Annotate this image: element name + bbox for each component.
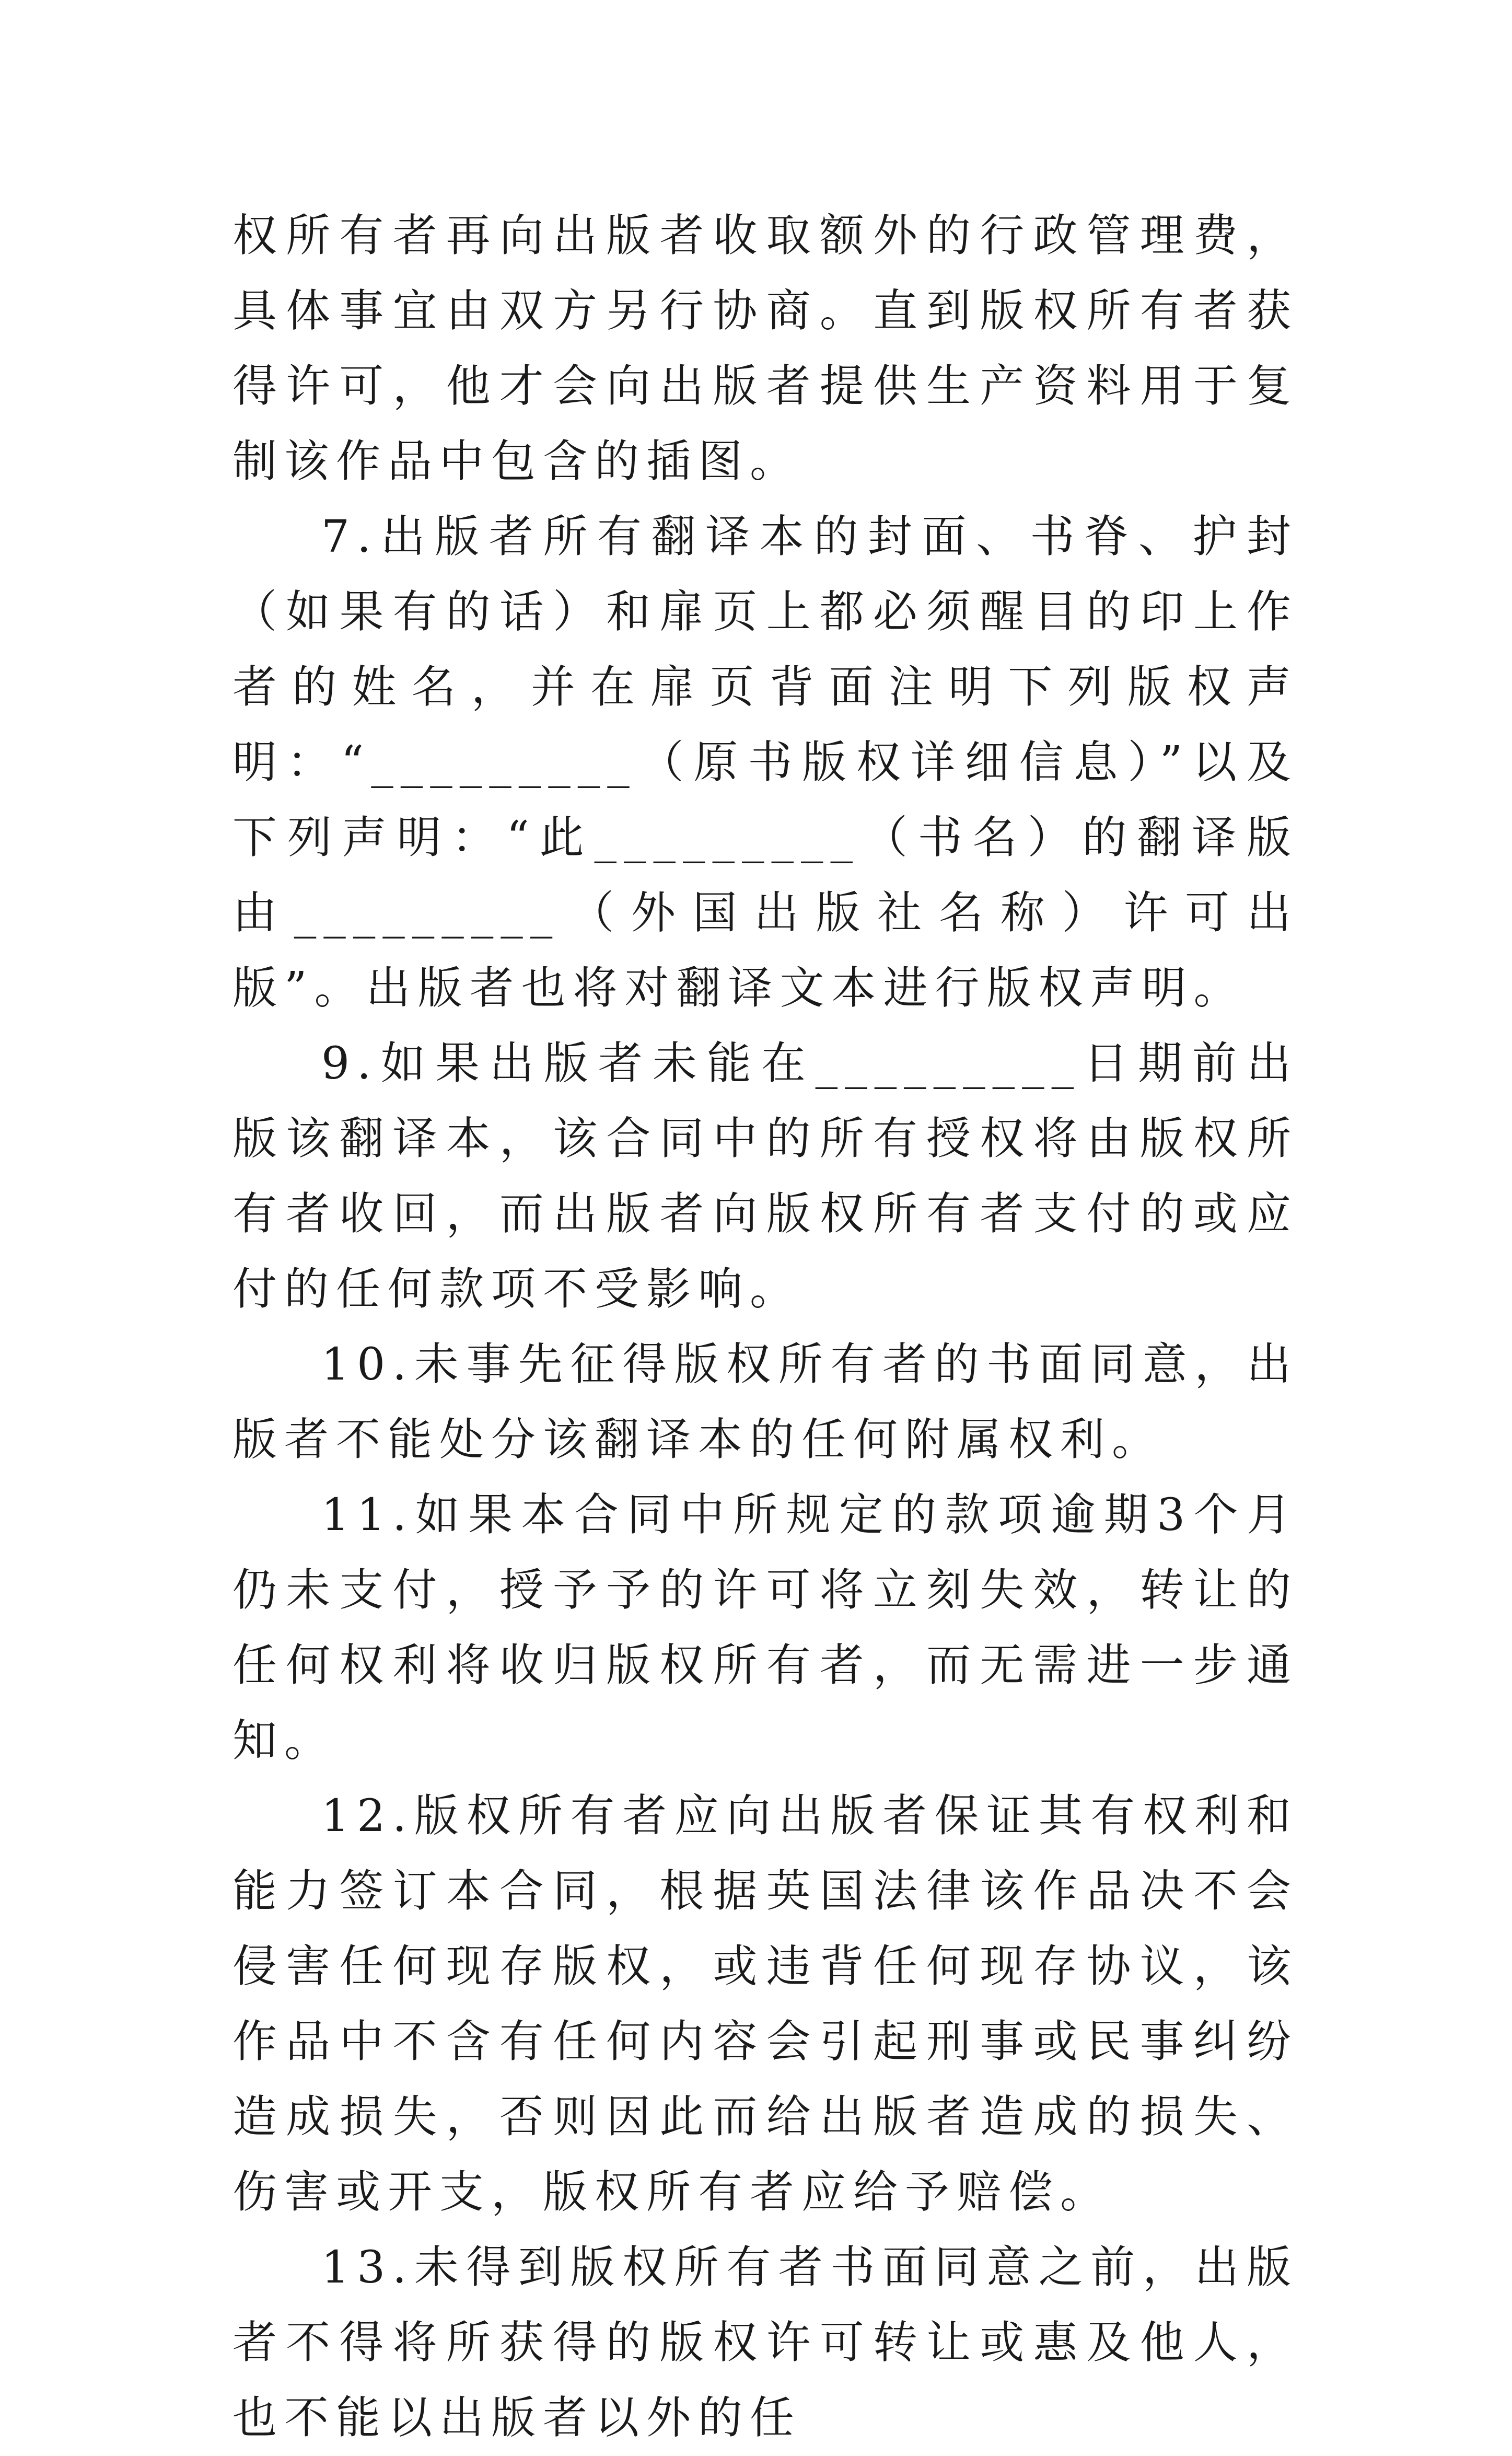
contract-body <box>232 199 1298 2456</box>
paragraph-clause-9: 9.如果出版者未能在_________日期前出版该翻译本，该合同中的所有授权将由版权所有者收回，而出版者向版权所有者支付的或应付的任何款项不受影响。 <box>232 1038 1298 1315</box>
paragraph-clause-11: 11.如果本合同中所规定的款项逾期3个月仍未支付，授予予的许可将立刻失效，转让的任何权利将收归版权所有者，而无需进一步通知。 <box>232 1489 1298 1767</box>
paragraph-clause-12: 12.版权所有者应向出版者保证其有权利和能力签订本合同，根据英国法律该作品决不会侵害任何现存版权，或违背任何现存协议，该作品中不含有任何内容会引起刑事或民事纠纷造成损失，否则因此而给出版者造成的损失、伤害或开支，版权所有者应给予赔偿。 <box>232 1790 1298 2218</box>
paragraph-continuation: 权所有者再向出版者收取额外的行政管理费，具体事宜由双方另行协商。直到版权所有者获得许可，他才会向出版者提供生产资料用于复制该作品中包含的插图。 <box>232 210 1298 488</box>
paragraph-clause-7: 7.出版者所有翻译本的封面、书脊、护封（如果有的话）和扉页上都必须醒目的印上作者的姓名，并在扉页背面注明下列版权声明：“_________（原书版权详细信息）”以及下列声明：“此_________（书名）的翻译版由_________（外国出版社名称）许可出版”。出版者也将对翻译文本进行版权声明。 <box>232 511 1298 1014</box>
paragraph-clause-10: 10.未事先征得版权所有者的书面同意，出版者不能处分该翻译本的任何附属权利。 <box>232 1339 1298 1466</box>
paragraph-clause-13: 13.未得到版权所有者书面同意之前，出版者不得将所获得的版权许可转让或惠及他人，也不能以出版者以外的任 <box>232 2242 1298 2444</box>
